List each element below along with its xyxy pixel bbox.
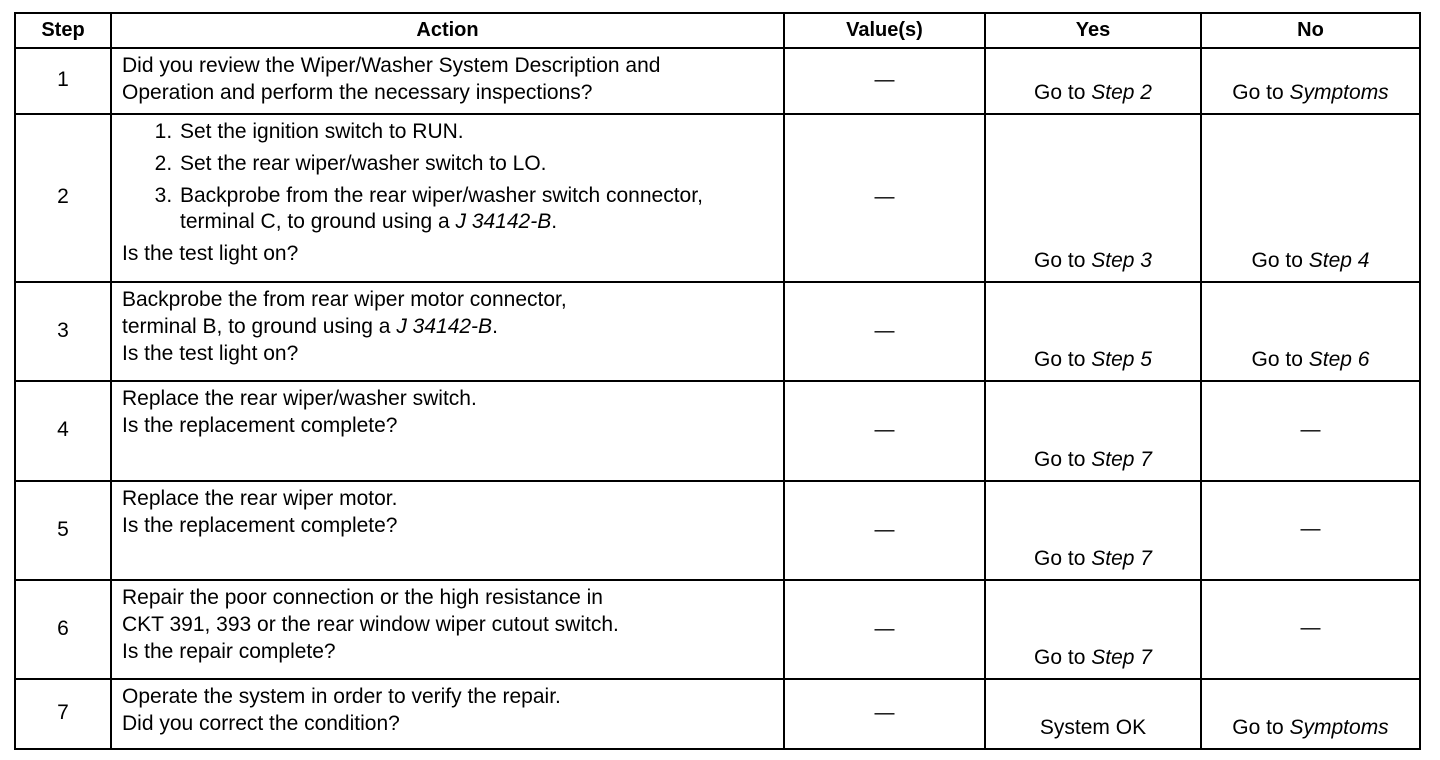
yes-prefix: Go to: [1034, 347, 1092, 371]
action-tool-line-end: .: [492, 314, 498, 338]
action-tool-line-text: terminal B, to ground using a: [122, 314, 397, 338]
step-number: 1: [15, 48, 111, 114]
header-no: No: [1201, 13, 1420, 48]
no-cell: [1201, 282, 1420, 381]
yes-cell: [985, 481, 1201, 580]
no-target-link[interactable]: Step 4: [1308, 248, 1370, 272]
value-cell: [784, 481, 985, 580]
action-cell: [111, 481, 784, 580]
value-dash: —: [874, 518, 895, 541]
yes-cell: [985, 381, 1201, 481]
step-number: 3: [15, 282, 111, 381]
table-row: [15, 381, 1420, 481]
table-row: [15, 48, 1420, 114]
no-prefix: Go to: [1232, 80, 1290, 104]
action-text: CKT 391, 393 or the rear window wiper cutout switch.: [122, 612, 619, 636]
yes-cell: [985, 48, 1201, 114]
no-cell: [1201, 48, 1420, 114]
step-number: 6: [15, 580, 111, 679]
action-question: Is the test light on?: [122, 242, 299, 266]
action-text: [122, 314, 773, 341]
yes-target-link[interactable]: Step 3: [1091, 248, 1152, 272]
value-cell: [784, 381, 985, 481]
no-dash: —: [1300, 518, 1321, 541]
value-dash: —: [874, 186, 895, 209]
action-list-item: 1. Set the ignition switch to RUN.: [178, 119, 773, 146]
action-cell: [111, 282, 784, 381]
value-dash: —: [874, 702, 895, 725]
action-text: Operation and perform the necessary inspections?: [122, 80, 593, 104]
action-text: Operate the system in order to verify the repair.: [122, 684, 561, 708]
yes-target-link[interactable]: Step 7: [1091, 546, 1152, 570]
yes-target-link[interactable]: Step 5: [1091, 347, 1152, 371]
value-dash: —: [874, 69, 895, 92]
no-target-link[interactable]: Step 6: [1308, 347, 1370, 371]
value-dash: —: [874, 419, 895, 442]
no-target-link[interactable]: Symptoms: [1289, 715, 1389, 739]
action-question: Is the test light on?: [122, 341, 299, 365]
header-row: [15, 13, 1420, 48]
action-question: Did you correct the condition?: [122, 711, 400, 735]
value-dash: —: [874, 617, 895, 640]
yes-target-link[interactable]: Step 2: [1091, 80, 1152, 104]
header-yes: Yes: [985, 13, 1201, 48]
action-cell: [111, 114, 784, 282]
action-cell: [111, 48, 784, 114]
action-cell: [111, 679, 784, 749]
no-cell: [1201, 114, 1420, 282]
no-cell: [1201, 381, 1420, 481]
no-cell: [1201, 580, 1420, 679]
no-dash: —: [1300, 418, 1321, 441]
step-number: 7: [15, 679, 111, 749]
yes-result: System OK: [1039, 715, 1147, 739]
action-question: Is the replacement complete?: [122, 413, 398, 437]
table-row: [15, 580, 1420, 679]
yes-prefix: Go to: [1034, 248, 1092, 272]
action-list-item-end: .: [551, 210, 558, 234]
step-number: 2: [15, 114, 111, 282]
value-cell: [784, 580, 985, 679]
no-prefix: Go to: [1232, 715, 1290, 739]
tool-reference: J 34142-B: [396, 314, 493, 338]
action-cell: [111, 381, 784, 481]
yes-cell: [985, 580, 1201, 679]
no-cell: [1201, 679, 1420, 749]
action-text: Replace the rear wiper motor.: [122, 486, 398, 510]
header-action: Action: [111, 13, 784, 48]
header-step: Step: [15, 13, 111, 48]
action-question: Is the repair complete?: [122, 639, 336, 663]
table-row: [15, 481, 1420, 580]
step-number: 4: [15, 381, 111, 481]
value-cell: [784, 679, 985, 749]
value-cell: [784, 114, 985, 282]
action-list-item-text: Backprobe from the rear wiper/washer switch connector, terminal C, to ground using a: [180, 183, 703, 234]
yes-target-link[interactable]: Step 7: [1091, 447, 1152, 471]
action-text: Did you review the Wiper/Washer System Description and: [122, 54, 661, 77]
header-values: Value(s): [784, 13, 985, 48]
action-cell: [111, 580, 784, 679]
yes-prefix: Go to: [1034, 80, 1092, 104]
yes-prefix: Go to: [1034, 645, 1092, 669]
value-dash: —: [874, 319, 895, 342]
yes-target-link[interactable]: Step 7: [1091, 645, 1152, 669]
action-question: Is the replacement complete?: [122, 513, 398, 537]
action-list-item: 2. Set the rear wiper/washer switch to LO.: [178, 151, 773, 178]
step-number: 5: [15, 481, 111, 580]
tool-reference: J 34142-B: [455, 210, 552, 234]
yes-cell: [985, 679, 1201, 749]
no-cell: [1201, 481, 1420, 580]
no-target-link[interactable]: Symptoms: [1289, 80, 1389, 104]
no-prefix: Go to: [1251, 347, 1309, 371]
action-text: Repair the poor connection or the high resistance in: [122, 585, 603, 609]
table-row: [15, 114, 1420, 282]
value-cell: [784, 282, 985, 381]
value-cell: [784, 48, 985, 114]
action-text: Backprobe the from rear wiper motor connector,: [122, 287, 567, 311]
action-list-item: [178, 183, 773, 237]
yes-prefix: Go to: [1034, 447, 1092, 471]
yes-cell: [985, 114, 1201, 282]
table-row: [15, 679, 1420, 749]
table-row: [15, 282, 1420, 381]
action-list: [122, 119, 773, 242]
diagnostic-table: [14, 12, 1421, 750]
yes-prefix: Go to: [1034, 546, 1092, 570]
no-prefix: Go to: [1251, 248, 1309, 272]
action-text: Replace the rear wiper/washer switch.: [122, 386, 477, 410]
no-dash: —: [1300, 617, 1321, 640]
yes-cell: [985, 282, 1201, 381]
